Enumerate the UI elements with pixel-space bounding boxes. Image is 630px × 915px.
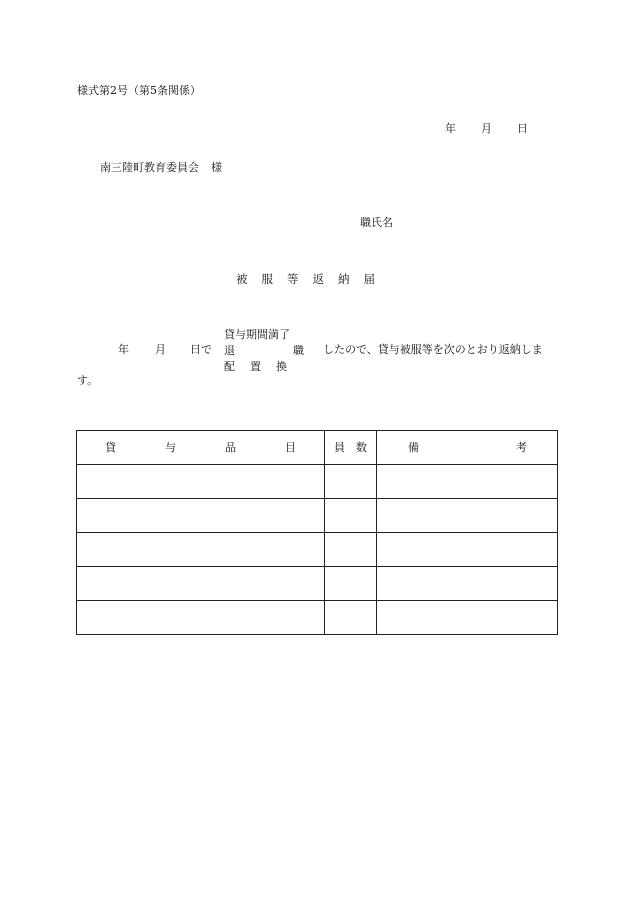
reason-transfer (224, 359, 304, 375)
header-remarks-char: 考 (516, 441, 527, 454)
item-cell[interactable] (77, 499, 325, 533)
quantity-cell[interactable] (325, 567, 377, 601)
header-item (77, 431, 325, 465)
date-day-label: 日 (517, 122, 528, 135)
reason-retirement-char-1: 退 (224, 344, 235, 357)
table-header-row (77, 431, 558, 465)
form-number: 様式第2号（第5条関係） (77, 84, 201, 97)
reason-transfer-char-1: 配 (224, 360, 235, 373)
table-row (77, 533, 558, 567)
reason-retirement (224, 343, 304, 359)
table-row (77, 601, 558, 635)
quantity-cell[interactable] (325, 533, 377, 567)
document-title: 被服等返納届 (236, 272, 389, 286)
item-cell[interactable] (77, 533, 325, 567)
recipient-honorific: 様 (211, 161, 222, 174)
item-cell[interactable] (77, 465, 325, 499)
header-quantity-char: 員 (334, 441, 345, 454)
table-row (77, 465, 558, 499)
table-row (77, 499, 558, 533)
date-year-label: 年 (445, 122, 456, 135)
body-text-wrap: す。 (77, 374, 99, 387)
reason-term-expiry: 貸与期間満了 (224, 328, 290, 341)
header-item-char: 品 (225, 441, 236, 454)
body-year-label: 年 (118, 343, 129, 356)
header-quantity-char: 数 (356, 441, 367, 454)
submission-date (445, 123, 528, 134)
header-item-char: 与 (165, 441, 176, 454)
table-row (77, 567, 558, 601)
remarks-cell[interactable] (377, 567, 558, 601)
header-remarks (377, 431, 558, 465)
returned-items-table (76, 430, 558, 635)
header-item-char: 目 (285, 441, 296, 454)
reason-transfer-char-3: 換 (276, 360, 287, 373)
quantity-cell[interactable] (325, 601, 377, 635)
item-cell[interactable] (77, 601, 325, 635)
remarks-cell[interactable] (377, 499, 558, 533)
applicant-name-label: 職氏名 (360, 216, 393, 229)
header-remarks-char: 備 (408, 441, 419, 454)
recipient (100, 162, 222, 173)
return-reasons (224, 327, 304, 375)
return-date (118, 344, 212, 355)
remarks-cell[interactable] (377, 601, 558, 635)
quantity-cell[interactable] (325, 499, 377, 533)
item-cell[interactable] (77, 567, 325, 601)
quantity-cell[interactable] (325, 465, 377, 499)
recipient-name: 南三陸町教育委員会 (100, 161, 199, 174)
body-month-label: 月 (155, 343, 166, 356)
date-month-label: 月 (481, 122, 492, 135)
body-day-label: 日で (190, 343, 212, 356)
reason-retirement-char-2: 職 (293, 344, 304, 357)
remarks-cell[interactable] (377, 533, 558, 567)
reason-transfer-char-2: 置 (250, 360, 261, 373)
remarks-cell[interactable] (377, 465, 558, 499)
body-text: したので、貸与被服等を次のとおり返納しま (323, 343, 543, 356)
header-quantity (325, 431, 377, 465)
header-item-char: 貸 (105, 441, 116, 454)
